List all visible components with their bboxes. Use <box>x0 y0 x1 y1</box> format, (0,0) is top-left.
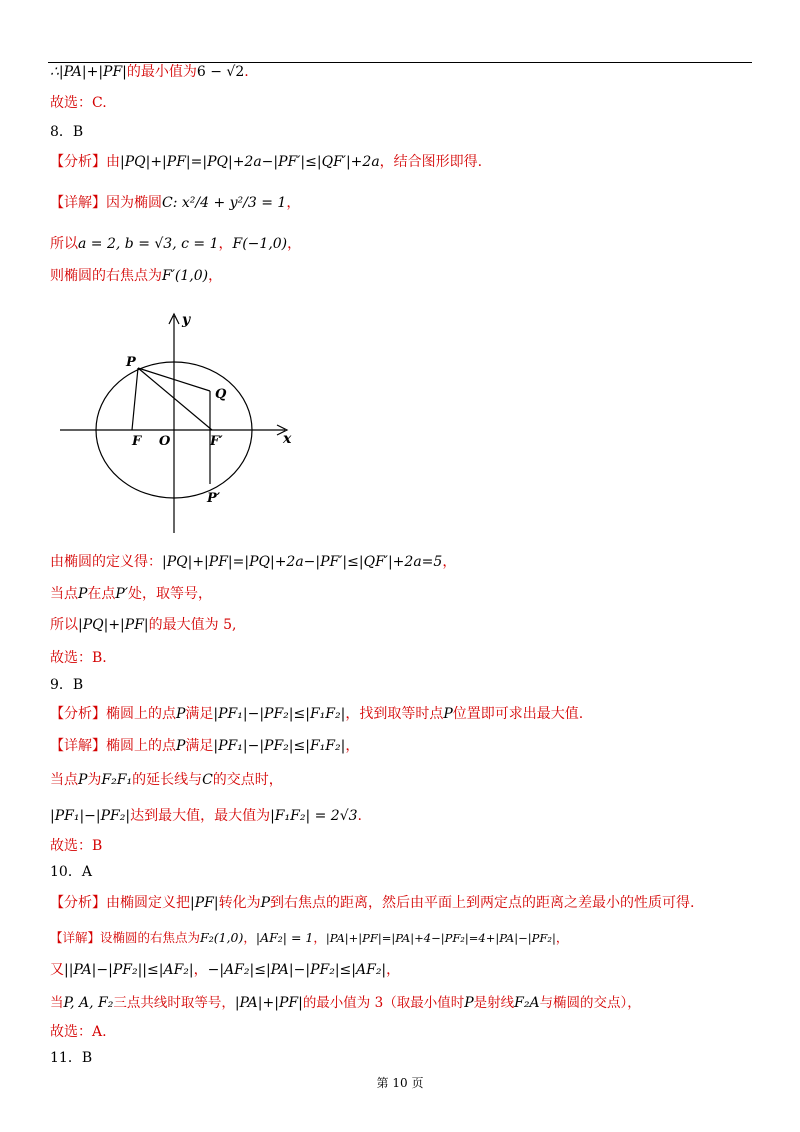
text: ， <box>386 962 401 978</box>
text-line <box>50 770 283 790</box>
text: ， <box>555 930 569 945</box>
segment-PF-prime <box>138 368 212 430</box>
math-expression: |PF₁|−|PF₂| <box>50 808 131 824</box>
text: 的最大值为 5, <box>148 617 237 633</box>
text-line: 故选：B <box>50 838 103 854</box>
point-F-prime-label: F′ <box>210 434 223 449</box>
math-expression: P <box>464 995 474 1011</box>
math-expression: P <box>78 772 88 788</box>
point-F-label: F <box>132 434 142 449</box>
text: 设椭圆的右焦点为 <box>100 930 201 945</box>
math-expression: F′(1,0) <box>162 268 209 284</box>
math-expression: C <box>202 772 213 788</box>
math-expression: |PF₁|−|PF₂|≤|F₁F₂| <box>213 738 346 754</box>
analysis-line <box>50 704 583 724</box>
text: ，找到取等时点 <box>345 706 444 722</box>
text: 又 <box>50 962 64 978</box>
math-expression: F(−1,0) <box>232 236 288 252</box>
text-line: 故选：A. <box>50 1024 107 1040</box>
text: 的延长线与 <box>132 772 203 788</box>
text: 处，取等号， <box>128 586 213 602</box>
text: 满足 <box>185 738 214 754</box>
point-P-label: P <box>126 355 136 370</box>
text: 由椭圆定义把 <box>106 895 190 911</box>
math-expression: |F₁F₂| = 2√3 <box>270 808 358 824</box>
detail-tag: 【详解】 <box>50 738 106 754</box>
text: 的交点时， <box>212 772 283 788</box>
math-expression: −|AF₂|≤|PA|−|PF₂|≤|AF₂| <box>207 962 387 978</box>
text: 由椭圆的定义得： <box>50 554 162 570</box>
math-expression: |AF₂| = 1 <box>255 930 314 945</box>
text: 所以 <box>50 617 78 633</box>
math-expression: ∴|PA|+|PF| <box>50 64 127 80</box>
analysis-tag: 【分析】 <box>50 706 106 722</box>
text: 椭圆上的点 <box>106 738 176 754</box>
math-expression: |PF| <box>190 895 219 911</box>
text-line <box>50 993 641 1013</box>
text-line <box>50 960 400 980</box>
text: 三点共线时取等号， <box>113 995 235 1011</box>
math-expression: ||PA|−|PF₂||≤|AF₂| <box>64 962 194 978</box>
text: ， <box>442 554 457 570</box>
detail-line <box>50 928 568 948</box>
text-line <box>50 615 236 635</box>
text-line: 故选：B. <box>50 650 107 666</box>
y-label: y <box>182 312 191 328</box>
math-expression: P <box>176 738 186 754</box>
text: 的最小值为 <box>126 64 197 80</box>
math-expression: 6 − √2 <box>196 64 245 80</box>
math-expression: P <box>176 706 186 722</box>
text: 因为椭圆 <box>106 195 162 211</box>
text: 位置即可求出最大值. <box>452 706 584 722</box>
math-expression: |PQ|+|PF| <box>78 617 149 633</box>
question-number: 11．B <box>50 1050 93 1066</box>
text-line <box>50 62 249 82</box>
text: 在点 <box>87 586 116 602</box>
text: ， <box>313 930 326 945</box>
text-line <box>50 584 212 604</box>
text: 为 <box>87 772 102 788</box>
text: ， <box>208 268 223 284</box>
question-number: 10．A <box>50 864 92 880</box>
math-expression: |PQ|+|PF|=|PQ|+2a−|PF′|≤|QF′|+2a=5 <box>162 554 443 570</box>
math-expression: F₂(1,0) <box>200 930 244 945</box>
math-expression: |PA|+|PF|=|PA|+4−|PF₂|=4+|PA|−|PF₂| <box>325 931 556 945</box>
analysis-line <box>50 893 694 913</box>
text: . <box>357 808 362 824</box>
text: ， <box>345 738 360 754</box>
text: 当点 <box>50 772 78 788</box>
math-expression: P′ <box>115 586 129 602</box>
math-expression: |PA|+|PF| <box>234 995 303 1011</box>
text: 所以 <box>50 236 78 252</box>
text-line <box>50 266 222 286</box>
analysis-tag: 【分析】 <box>50 154 106 170</box>
text: 椭圆上的点 <box>106 706 176 722</box>
text: 由 <box>106 154 120 170</box>
text-line <box>50 806 362 826</box>
detail-line <box>50 736 359 756</box>
text: . <box>244 64 249 80</box>
text: 满足 <box>185 706 214 722</box>
text: 则椭圆的右焦点为 <box>50 268 162 284</box>
text: 当 <box>50 995 64 1011</box>
x-label: x <box>283 431 292 447</box>
text: ， <box>286 195 301 211</box>
text: 与椭圆的交点）， <box>539 995 641 1011</box>
text: 到右焦点的距离，然后由平面上到两定点的距离之差最小的性质可得. <box>270 895 695 911</box>
point-Q-label: Q <box>215 387 227 402</box>
question-number: 9．B <box>50 677 84 693</box>
analysis-tag: 【分析】 <box>50 895 106 911</box>
question-number: 8．B <box>50 124 84 140</box>
text: 转化为 <box>218 895 261 911</box>
math-expression: P, A, F₂ <box>63 995 114 1011</box>
text: 达到最大值，最大值为 <box>130 808 271 824</box>
origin-label: O <box>159 434 171 449</box>
segment-PF <box>132 368 138 430</box>
text-line: 故选：C. <box>50 95 107 111</box>
math-expression: P <box>78 586 88 602</box>
text: ， <box>243 930 256 945</box>
math-expression: F₂A <box>514 995 540 1011</box>
math-expression: P <box>260 895 270 911</box>
math-expression: |PQ|+|PF|=|PQ|+2a−|PF′|≤|QF′|+2a <box>120 154 380 170</box>
math-expression: F₂F₁ <box>101 772 133 788</box>
math-expression: |PF₁|−|PF₂|≤|F₁F₂| <box>213 706 346 722</box>
detail-tag: 【详解】 <box>50 930 101 945</box>
detail-tag: 【详解】 <box>50 195 106 211</box>
text: ， <box>218 236 233 252</box>
text: 当点 <box>50 586 78 602</box>
text-line <box>50 234 301 254</box>
text: ， <box>193 962 208 978</box>
text-line <box>50 552 456 572</box>
text: 是射线 <box>473 995 515 1011</box>
text: 的最小值为 3（取最小值时 <box>302 995 465 1011</box>
math-expression: C: x²/4 + y²/3 = 1 <box>162 195 287 211</box>
ellipse-figure <box>50 308 310 538</box>
detail-line <box>50 193 300 213</box>
text: ，结合图形即得. <box>379 154 483 170</box>
math-expression: a = 2, b = √3, c = 1 <box>78 236 219 252</box>
point-P-prime-label: P′ <box>207 491 221 506</box>
page-footer: 第 10 页 <box>376 1076 424 1090</box>
analysis-line <box>50 152 482 172</box>
math-expression: P <box>443 706 453 722</box>
text: ， <box>287 236 302 252</box>
